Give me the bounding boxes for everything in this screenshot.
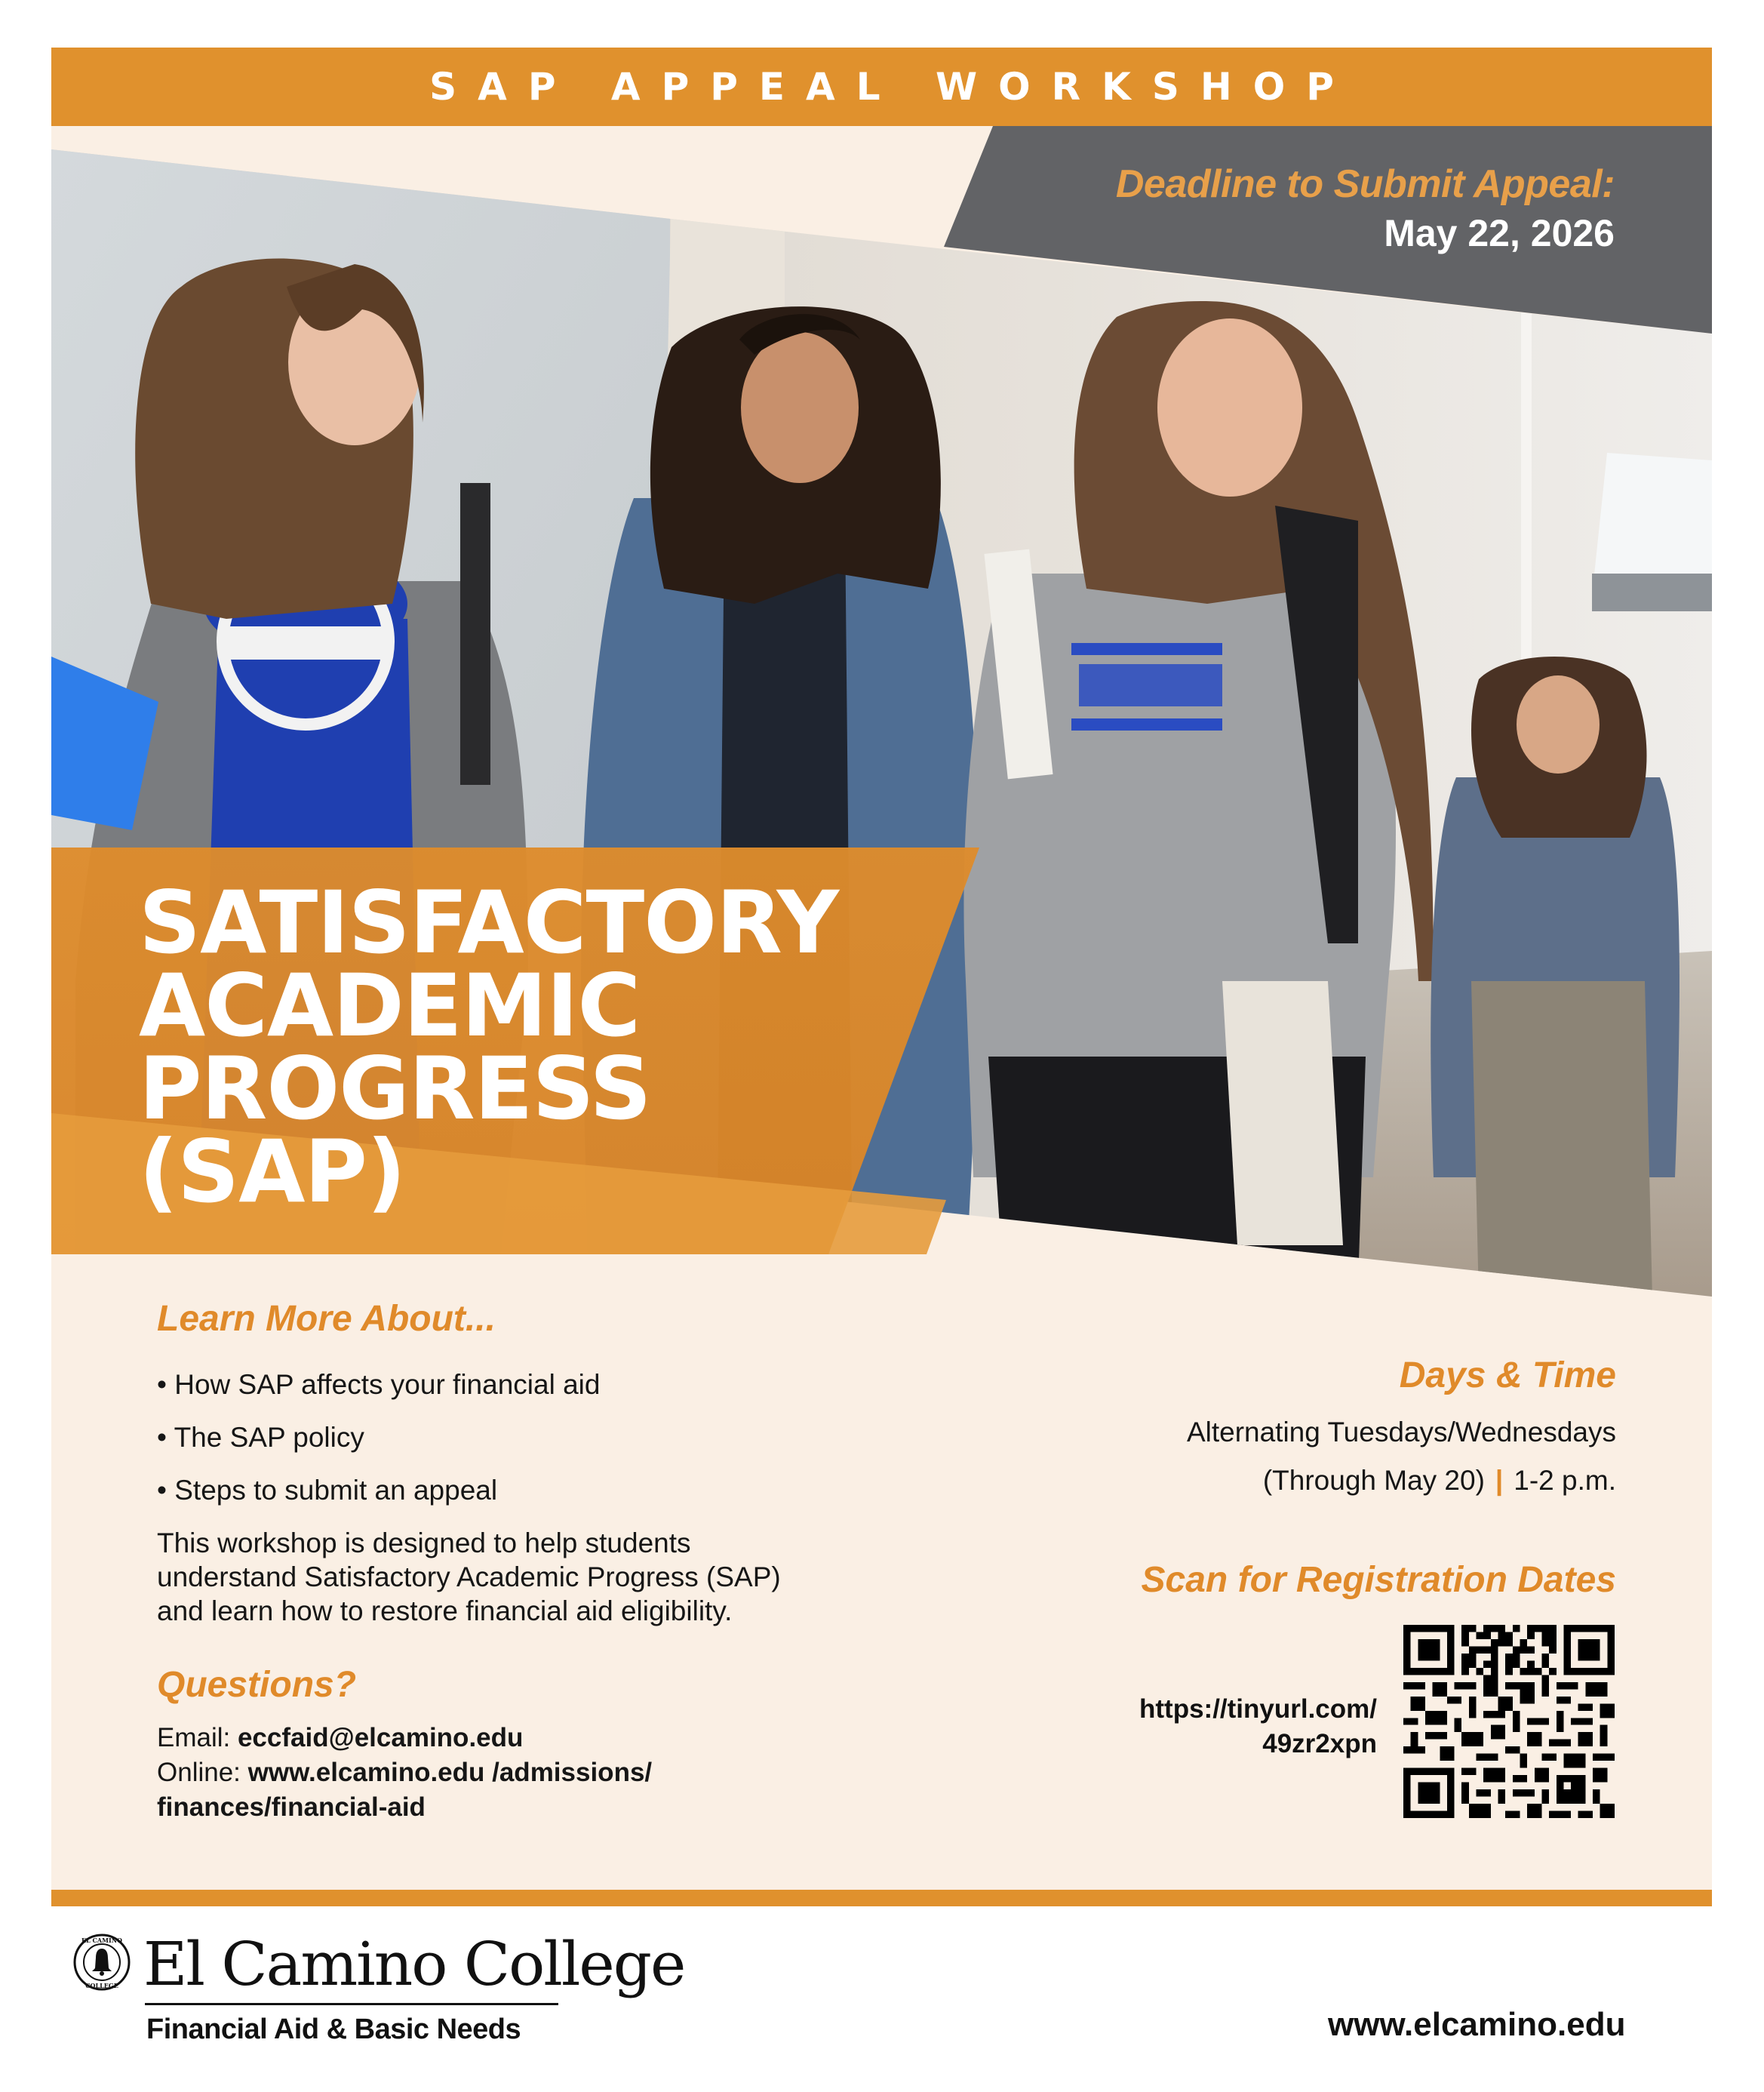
college-name: El Camino College	[143, 1929, 685, 1999]
learn-more-list	[157, 1358, 600, 1517]
hero-title-line: SATISFACTORY	[139, 872, 839, 973]
registration-url[interactable]	[1139, 1692, 1377, 1761]
registration-url-line[interactable]: 49zr2xpn	[1262, 1729, 1377, 1758]
workshop-title: SAP APPEAL WORKSHOP	[429, 65, 1355, 109]
schedule-through: (Through May 20)	[1262, 1465, 1485, 1496]
separator: |	[1495, 1465, 1504, 1496]
college-seal-icon	[73, 1934, 131, 1991]
list-item: • Steps to submit an appeal	[157, 1475, 498, 1506]
workshop-description	[157, 1526, 781, 1628]
scan-heading: Scan for Registration Dates	[1141, 1560, 1616, 1600]
email-label: Email:	[157, 1723, 238, 1752]
deadline-label: Deadline to Submit Appeal:	[1115, 162, 1615, 206]
questions-heading: Questions?	[157, 1665, 357, 1705]
bottom-divider	[51, 1890, 1712, 1906]
hero-title-line: ACADEMIC	[139, 955, 641, 1056]
online-label: Online:	[157, 1758, 248, 1787]
schedule-days: Alternating Tuesdays/Wednesdays	[1186, 1417, 1616, 1447]
online-link[interactable]: www.elcamino.edu /admissions/	[247, 1758, 653, 1787]
hero-title-line: PROGRESS	[139, 1038, 651, 1139]
website-link[interactable]: www.elcamino.edu	[1328, 2006, 1626, 2043]
qr-code-icon[interactable]	[1403, 1625, 1615, 1818]
days-time-heading: Days & Time	[1399, 1355, 1616, 1395]
contact-info	[157, 1721, 652, 1825]
schedule-time: 1-2 p.m.	[1514, 1465, 1616, 1496]
email-link[interactable]: eccfaid@elcamino.edu	[237, 1723, 524, 1752]
description-line: understand Satisfactory Academic Progress (SAP)	[157, 1561, 781, 1592]
svg-text:COLLEGE: COLLEGE	[85, 1982, 118, 1989]
description-line: This workshop is designed to help students	[157, 1527, 691, 1558]
description-line: and learn how to restore financial aid eligibility.	[157, 1595, 733, 1626]
list-item: • How SAP affects your financial aid	[157, 1369, 601, 1400]
learn-more-heading: Learn More About...	[157, 1299, 496, 1339]
online-link-continued[interactable]: finances/financial-aid	[157, 1792, 426, 1822]
schedule-details	[1187, 1408, 1616, 1505]
deadline-date: May 22, 2026	[1384, 212, 1615, 254]
svg-text:EL CAMINO: EL CAMINO	[81, 1937, 122, 1944]
list-item: • The SAP policy	[157, 1422, 364, 1453]
department-name: Financial Aid & Basic Needs	[146, 2014, 521, 2045]
logo-divider	[145, 2003, 558, 2005]
hero-title	[139, 872, 839, 1222]
registration-url-line[interactable]: https://tinyurl.com/	[1139, 1694, 1377, 1724]
hero-title-line: (SAP)	[139, 1121, 406, 1222]
